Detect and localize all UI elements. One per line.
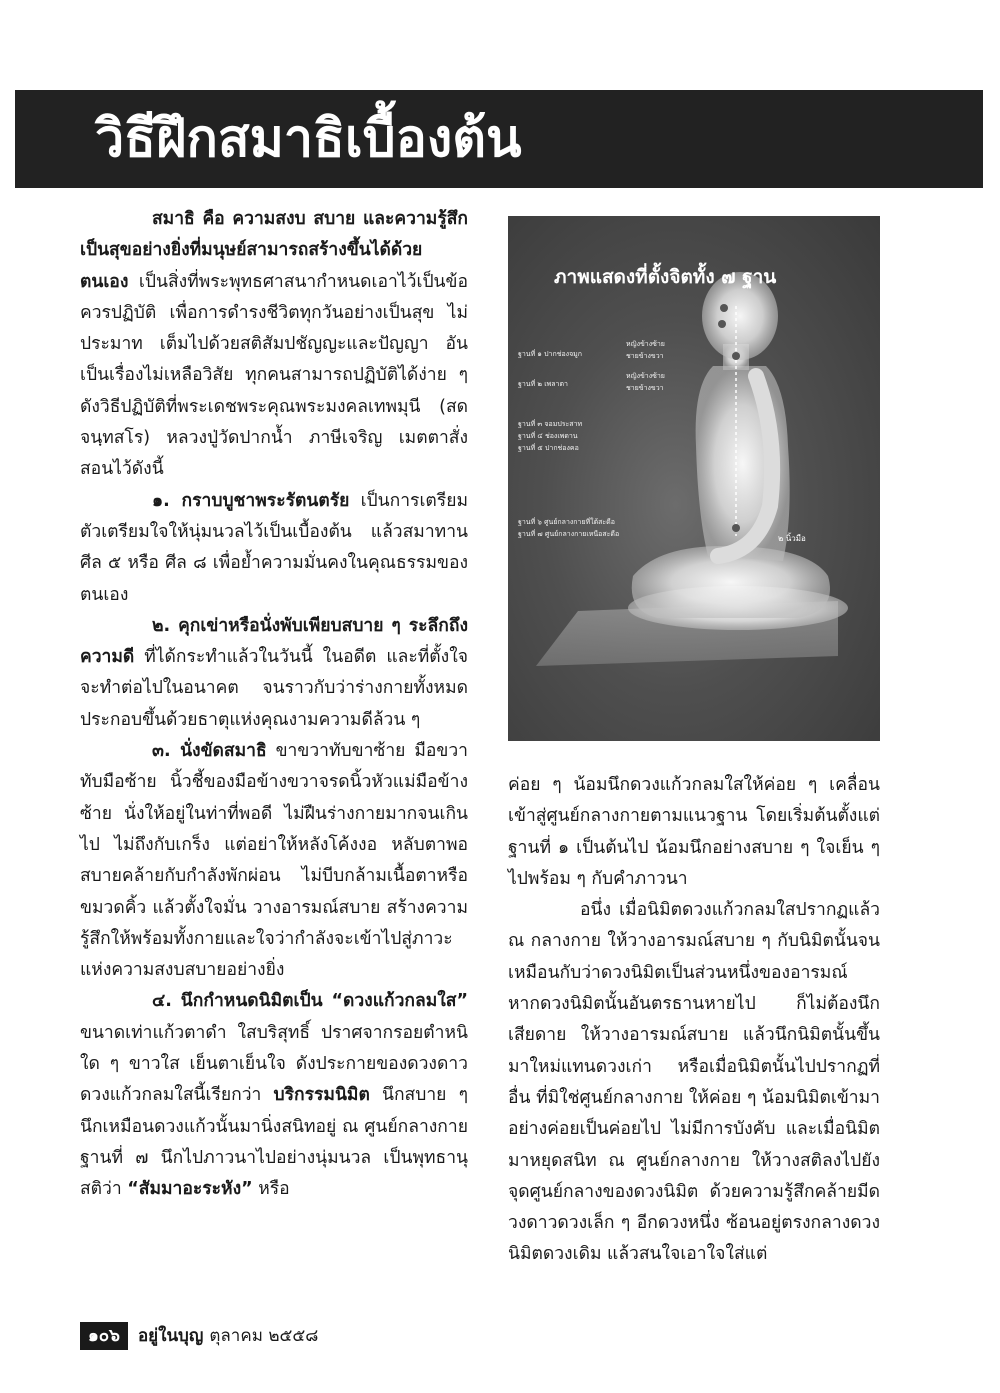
intro-bold: สมาธิ คือ ความสงบ สบาย และความรู้สึกเป็นสุขอย่างยิ่งที่มนุษย์สามารถสร้างขึ้นได้ด้วยตนเอง xyxy=(80,209,468,292)
step-3-paragraph xyxy=(80,736,468,986)
title-bar xyxy=(15,90,983,188)
right-paragraph-1: ค่อย ๆ น้อมนึกดวงแก้วกลมใสให้ค่อย ๆ เคลื่อนเข้าสู่ศูนย์กลางกายตามแนวฐาน โดยเริ่มต้นตั้งแต่ฐานที่ ๑ เป็นต้นไป น้อมนึกอย่างสบาย ๆ ใจเย็น ๆ ไปพร้อม ๆ กับคำภาวนา xyxy=(508,775,880,889)
step-4-paragraph xyxy=(80,986,468,1205)
step-4-term: บริกรรมนิมิต xyxy=(273,1085,370,1106)
issue-date: ตุลาคม ๒๕๕๘ xyxy=(209,1326,319,1346)
step-2-text: ที่ได้กระทำแล้วในวันนี้ ในอดีต และที่ตั้งใจจะทำต่อไปในอนาคต จนราวกับว่าร่างกายทั้งหมดประกอบขึ้นด้วยธาตุแห่งคุณงามความดีล้วน ๆ xyxy=(80,647,468,730)
figure-title: ภาพแสดงที่ตั้งจิตทั้ง ๗ ฐาน xyxy=(554,266,777,288)
magazine-name: อยู่ในบุญ xyxy=(137,1326,204,1346)
label-base-2: ฐานที่ ๒ เพลาตา xyxy=(518,380,568,388)
page-number: ๑๐๖ xyxy=(80,1322,128,1350)
label-base-3: ฐานที่ ๓ จอมประสาท xyxy=(518,420,583,428)
label-base-6: ฐานที่ ๖ ศูนย์กลางกายที่ใต้สะดือ xyxy=(518,518,615,526)
base-2-dot xyxy=(718,320,726,328)
page-footer xyxy=(80,1322,318,1350)
marker-label: ๒ นิ้วมือ xyxy=(778,534,806,543)
step-4-mantra: “สัมมาอะระหัง” xyxy=(127,1179,253,1200)
base-5-dot xyxy=(732,352,740,360)
label-base-5: ฐานที่ ๕ ปากช่องคอ xyxy=(518,444,579,452)
sub-label-c: หญิงข้างซ้าย xyxy=(626,372,665,380)
intro-text: เป็นสิ่งที่พระพุทธศาสนากำหนดเอาไว้เป็นข้อควรปฏิบัติ เพื่อการดำรงชีวิตทุกวันอย่างเป็นสุข ไม่ประมาท เต็มไปด้วยสติสัมปชัญญะและปัญญา อันเป็นเรื่องไม่เหลือวิสัย ทุกคนสามารถปฏิบัติได้ง่าย ๆ ดังวิธีปฏิบัติที่พระเดชพระคุณพระมงคลเทพมุนี (สด จนฺทสโร) หลวงปู่วัดปากน้ำ ภาษีเจริญ เมตตาสั่งสอนไว้ดังนี้ xyxy=(80,271,468,480)
step-1-paragraph xyxy=(80,486,468,611)
label-base-7: ฐานที่ ๗ ศูนย์กลางกายเหนือสะดือ xyxy=(518,530,620,538)
right-paragraph-2: อนึ่ง เมื่อนิมิตดวงแก้วกลมใสปรากฏแล้ว ณ กลางกาย ให้วางอารมณ์สบาย ๆ กับนิมิตนั้นจนเหมือนกับว่าดวงนิมิตเป็นส่วนหนึ่งของอารมณ์ หากดวงนิมิตนั้นอันตรธานหายไป ก็ไม่ต้องนึกเสียดาย ให้วางอารมณ์สบาย แล้วนึกนิมิตนั้นขึ้นมาใหม่แทนดวงเก่า หรือเมื่อนิมิตนั้นไปปรากฏที่อื่น ที่มิใช่ศูนย์กลางกาย ให้ค่อย ๆ น้อมนิมิตเข้ามาอย่างค่อยเป็นค่อยไป ไม่มีการบังคับ และเมื่อนิมิตมาหยุดสนิท ณ ศูนย์กลางกาย ให้วางสติลงไปยังจุดศูนย์กลางของดวงนิมิต ด้วยความรู้สึกคล้ายมีดวงดาวดวงเล็ก ๆ อีกดวงหนึ่ง ซ้อนอยู่ตรงกลางดวงนิมิตดวงเดิม แล้วสนใจเอาใจใส่แต่ xyxy=(508,900,880,1265)
sub-label-d: ชายข้างขวา xyxy=(626,384,664,392)
label-base-1: ฐานที่ ๑ ปากช่องจมูก xyxy=(518,350,583,358)
right-column xyxy=(508,770,880,1271)
article-title: วิธีฝึกสมาธิเบื้องต้น xyxy=(95,109,522,169)
left-column xyxy=(80,204,468,1206)
step-2-paragraph xyxy=(80,611,468,736)
label-base-4: ฐานที่ ๔ ช่องเพดาน xyxy=(518,432,578,440)
base-7-dot xyxy=(732,524,740,532)
base-1-dot xyxy=(720,304,728,312)
step-4-text-c: หรือ xyxy=(252,1179,290,1200)
step-2-heading: ๒. คุกเข่าหรือนั่งพับเพียบสบาย ๆ ระลึกถึงความดี xyxy=(80,615,468,668)
seven-bases-figure xyxy=(508,216,880,741)
sub-label-b: ชายข้างขวา xyxy=(626,352,664,360)
step-3-text: ขาขวาทับขาซ้าย มือขวาทับมือซ้าย นิ้วชี้ของมือข้างขวาจรดนิ้วหัวแม่มือข้างซ้าย นั่งให้อยู่ในท่าที่พอดี ไม่ฝืนร่างกายมากจนเกินไป ไม่ถึงกับเกร็ง แต่อย่าให้หลังโค้งงอ หลับตาพอสบายคล้ายกับกำลังพักผ่อน ไม่บีบกล้ามเนื้อตาหรือขมวดคิ้ว แล้วตั้งใจมั่น วางอารมณ์สบาย สร้างความรู้สึกให้พร้อมทั้งกายและใจว่ากำลังจะเข้าไปสู่ภาวะแห่งความสงบสบายอย่างยิ่ง xyxy=(80,741,469,981)
step-4-heading: ๔. นึกกำหนดนิมิตเป็น “ดวงแก้วกลมใส” xyxy=(152,991,468,1012)
step-4-text-a: ขนาดเท่าแก้วตาดำ ใสบริสุทธิ์ ปราศจากรอยตำหนิใด ๆ ขาวใส เย็นตาเย็นใจ ดังประกายของดวงดาว ดวงแก้วกลมใสนี้เรียกว่า xyxy=(80,1022,468,1106)
meditation-illustration xyxy=(508,216,880,741)
step-4-text-b: นึกสบาย ๆ นึกเหมือนดวงแก้วนั้นมานิ่งสนิทอยู่ ณ ศูนย์กลางกายฐานที่ ๗ นึกไปภาวนาไปอย่างนุ่มนวล เป็นพุทธานุสติว่า xyxy=(80,1085,468,1200)
step-1-text: เป็นการเตรียมตัวเตรียมใจให้นุ่มนวลไว้เป็นเบื้องต้น แล้วสมาทานศีล ๕ หรือ ศีล ๘ เพื่อย้ำความมั่นคงในคุณธรรมของตนเอง xyxy=(80,490,468,605)
intro-paragraph xyxy=(80,204,468,486)
step-1-heading: ๑. กราบบูชาพระรัตนตรัย xyxy=(152,490,350,511)
sub-label-a: หญิงข้างซ้าย xyxy=(626,340,665,348)
step-3-heading: ๓. นั่งขัดสมาธิ xyxy=(152,741,267,762)
